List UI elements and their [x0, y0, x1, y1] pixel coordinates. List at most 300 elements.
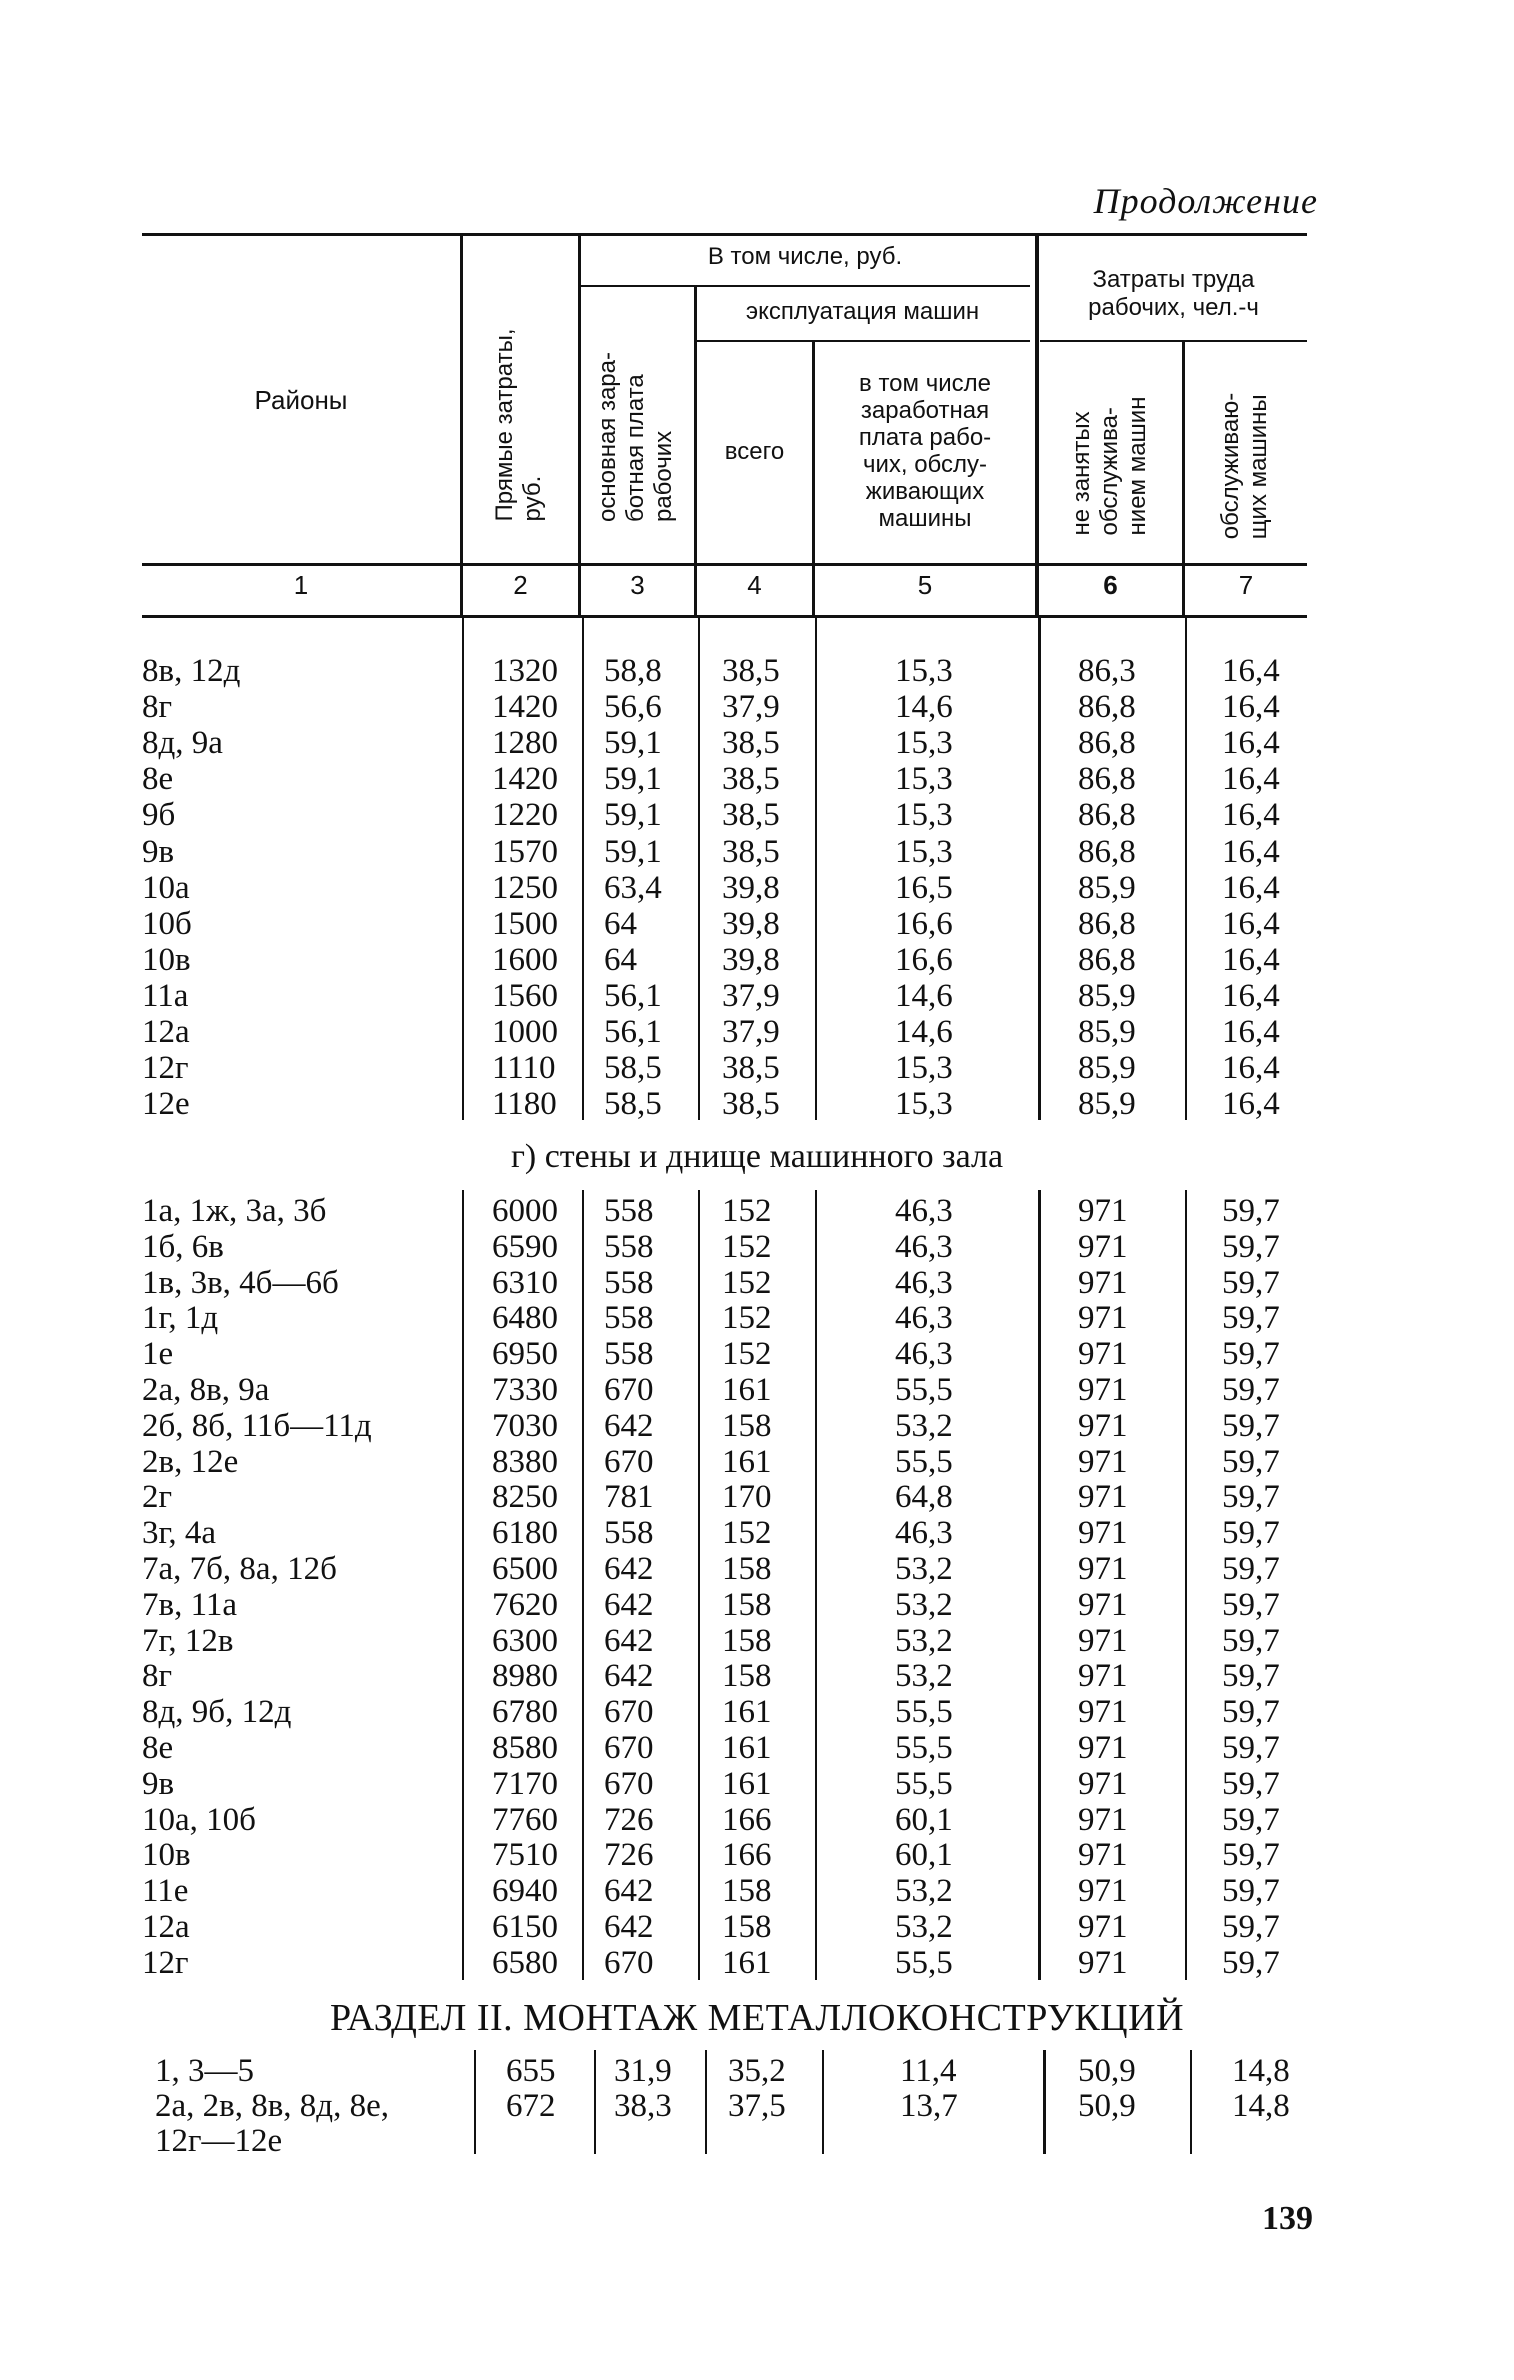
table-row: [0, 1372, 1514, 1408]
cell-district: 1е: [142, 1336, 174, 1373]
colnum-7: 7: [1238, 570, 1254, 600]
cell-machine-total: 161: [722, 1730, 772, 1766]
cell-direct-costs: 8980: [492, 1658, 558, 1695]
cell-direct-costs: 1500: [492, 905, 558, 942]
cell-labor-not-serving: 971: [1078, 1658, 1128, 1695]
cell-labor-serving: 59,7: [1222, 1264, 1280, 1301]
cell-labor-not-serving: 971: [1078, 1909, 1128, 1945]
cell-machine-total: 38,5: [722, 725, 780, 762]
cell-labor-serving: 59,7: [1222, 1228, 1280, 1265]
cell-labor-not-serving: 86,8: [1078, 797, 1136, 834]
table-row: [0, 1730, 1514, 1766]
cell-district: 11а: [142, 977, 189, 1014]
cell-labor-not-serving: 85,9: [1078, 869, 1136, 906]
cell-direct-costs: 7030: [492, 1407, 558, 1444]
table-row: [0, 1408, 1514, 1444]
cell-base-wages: 726: [604, 1837, 654, 1874]
cell-machine-total: 39,8: [722, 905, 780, 942]
cell-labor-serving: 59,7: [1222, 1944, 1280, 1981]
cell-direct-costs: 8250: [492, 1479, 558, 1516]
cell-machine-wages: 15,3: [895, 653, 953, 689]
cell-labor-serving: 16,4: [1222, 689, 1280, 726]
cell-labor-not-serving: 971: [1078, 1765, 1128, 1802]
table-row: [0, 1300, 1514, 1336]
cell-base-wages: 58,5: [604, 1050, 662, 1087]
cell-base-wages: 670: [604, 1730, 654, 1766]
cell-labor-serving: 59,7: [1222, 1407, 1280, 1444]
cell-base-wages: 59,1: [604, 797, 662, 834]
table-row: [0, 942, 1514, 978]
cell-labor-not-serving: 86,3: [1078, 653, 1136, 689]
cell-machine-wages: 15,3: [895, 797, 953, 834]
cell-labor-serving: 59,7: [1222, 1443, 1280, 1480]
cell-direct-costs: 1250: [492, 869, 558, 906]
cell-base-wages: 59,1: [604, 833, 662, 870]
cell-district: 2а, 8в, 9а: [142, 1372, 270, 1408]
header-direct-costs: Прямые затраты, руб.: [491, 328, 546, 522]
cell-direct-costs: 6150: [492, 1909, 558, 1945]
cell-labor-serving: 16,4: [1222, 869, 1280, 906]
cell-labor-not-serving: 971: [1078, 1586, 1128, 1623]
cell-district: 1б, 6в: [142, 1228, 224, 1265]
cell-base-wages: 642: [604, 1658, 654, 1695]
table-row: [0, 1479, 1514, 1515]
header-machine-operation: эксплуатация машин: [745, 298, 980, 325]
cell-machine-wages: 53,2: [895, 1586, 953, 1623]
cell-district: 1г, 1д: [142, 1300, 219, 1337]
cell-direct-costs: 7510: [492, 1837, 558, 1874]
cell-machine-total: 37,9: [722, 1014, 780, 1050]
cell-district: 10в: [142, 1837, 191, 1874]
cell-machine-wages: 15,3: [895, 725, 953, 762]
cell-direct-costs: 1420: [492, 689, 558, 726]
cell-direct-costs: 7170: [492, 1765, 558, 1802]
cell-machine-wages: 15,3: [895, 1086, 953, 1123]
cell-direct-costs: 7330: [492, 1372, 558, 1408]
cell-machine-total: 158: [722, 1551, 772, 1587]
section-2-title: РАЗДЕЛ II. МОНТАЖ МЕТАЛЛОКОНСТРУКЦИЙ: [329, 1997, 1185, 2039]
cell-direct-costs: 1180: [492, 1086, 557, 1123]
table-row: [0, 689, 1514, 725]
header-incl-wages: в том числе заработная плата рабо- чих, обслу- живающих машины: [858, 370, 992, 532]
cell-labor-serving: 59,7: [1222, 1801, 1280, 1838]
cell-base-wages: 670: [604, 1372, 654, 1408]
table-row: [0, 1945, 1514, 1981]
cell-district: 12г: [142, 1944, 189, 1981]
cell-district: 12а: [142, 1014, 190, 1050]
cell-direct-costs: 1600: [492, 941, 558, 978]
table-row: [0, 1802, 1514, 1838]
cell-labor-not-serving: 86,8: [1078, 761, 1136, 798]
cell-district: 8е: [142, 1730, 174, 1766]
header-districts: Районы: [254, 385, 348, 415]
cell-labor-not-serving: 971: [1078, 1372, 1128, 1408]
cell-machine-wages: 53,2: [895, 1551, 953, 1587]
table-row: [0, 1694, 1514, 1730]
cell-district: 10а, 10б: [142, 1801, 256, 1838]
cell-base-wages: 781: [604, 1479, 654, 1516]
header-serving: обслуживаю- щих машины: [1217, 392, 1272, 540]
cell-base-wages: 56,1: [604, 1014, 662, 1050]
cell-machine-wages: 53,2: [895, 1658, 953, 1695]
cell-labor-not-serving: 971: [1078, 1873, 1128, 1910]
cell-direct-costs: 1280: [492, 725, 558, 762]
cell-labor-serving: 59,7: [1222, 1909, 1280, 1945]
cell-machine-total: 152: [722, 1228, 772, 1265]
cell-district: 9в: [142, 1765, 175, 1802]
cell-district: 8е: [142, 761, 174, 798]
cell-labor-not-serving: 971: [1078, 1407, 1128, 1444]
table-row: [0, 1265, 1514, 1301]
cell-labor-serving: 59,7: [1222, 1622, 1280, 1659]
cell-labor-not-serving: 971: [1078, 1837, 1128, 1874]
cell-labor-serving: 16,4: [1222, 905, 1280, 942]
cell-district: 8г: [142, 1658, 173, 1695]
cell-district: 1, 3—5: [155, 2053, 254, 2089]
cell-machine-wages: 53,2: [895, 1622, 953, 1659]
colnum-2: 2: [513, 570, 528, 600]
cell-machine-total: 39,8: [722, 941, 780, 978]
table-row: [0, 1014, 1514, 1050]
cell-labor-not-serving: 971: [1078, 1694, 1128, 1731]
cell-labor-serving: 16,4: [1222, 653, 1280, 689]
cell-machine-total: 37,9: [722, 689, 780, 726]
cell-base-wages: 58,5: [604, 1086, 662, 1123]
cell-base-wages: 558: [604, 1228, 654, 1265]
cell-district: 8в, 12д: [142, 653, 241, 689]
header-total: всего: [724, 438, 785, 465]
cell-labor-serving: 16,4: [1222, 1086, 1280, 1123]
cell-machine-wages: 60,1: [895, 1837, 953, 1874]
cell-direct-costs: 8580: [492, 1730, 558, 1766]
cell-base-wages: 642: [604, 1873, 654, 1910]
cell-machine-total: 38,5: [722, 833, 780, 870]
cell-labor-not-serving: 86,8: [1078, 725, 1136, 762]
cell-labor-serving: 16,4: [1222, 1014, 1280, 1050]
cell-labor-serving: 59,7: [1222, 1479, 1280, 1516]
cell-district: 2г: [142, 1479, 173, 1516]
cell-machine-total: 158: [722, 1909, 772, 1945]
cell-district: 1в, 3в, 4б—6б: [142, 1264, 339, 1301]
cell-machine-wages: 53,2: [895, 1407, 953, 1444]
colnum-1: 1: [293, 570, 309, 600]
cell-labor-not-serving: 971: [1078, 1515, 1128, 1552]
cell-direct-costs: 6500: [492, 1551, 558, 1587]
cell-machine-total: 152: [722, 1515, 772, 1552]
table-row: [0, 906, 1514, 942]
cell-machine-wages: 55,5: [895, 1372, 953, 1408]
cell-machine-total: 166: [722, 1837, 772, 1874]
cell-machine-wages: 55,5: [895, 1730, 953, 1766]
cell-base-wages: 558: [604, 1193, 654, 1229]
cell-machine-wages: 53,2: [895, 1873, 953, 1910]
cell-direct-costs: 6480: [492, 1300, 558, 1337]
cell-base-wages: 63,4: [604, 869, 662, 906]
cell-district: 9в: [142, 833, 175, 870]
cell-labor-serving: 59,7: [1222, 1658, 1280, 1695]
cell-direct-costs: 6780: [492, 1694, 558, 1731]
cell-labor-serving: 16,4: [1222, 941, 1280, 978]
cell-machine-total: 38,5: [722, 1050, 780, 1087]
cell-machine-wages: 46,3: [895, 1515, 953, 1552]
cell-machine-wages: 14,6: [895, 1014, 953, 1050]
cell-district: 8д, 9а: [142, 725, 223, 762]
cell-machine-wages: 53,2: [895, 1909, 953, 1945]
cell-district: 2в, 12е: [142, 1443, 239, 1480]
cell-machine-wages: 16,5: [895, 869, 953, 906]
table-row: [0, 797, 1514, 833]
table-row: [0, 1086, 1514, 1122]
cell-labor-serving: 59,7: [1222, 1193, 1280, 1229]
cell-direct-costs: 6300: [492, 1622, 558, 1659]
table-row: [0, 2088, 1514, 2124]
header-base-wages: основная зара- ботная плата рабочих: [594, 351, 677, 523]
cell-district: 12е: [142, 1086, 190, 1123]
cell-labor-serving: 59,7: [1222, 1515, 1280, 1552]
hdr-vline-5: [1035, 236, 1039, 616]
cell-district: 3г, 4а: [142, 1515, 216, 1552]
cell-base-wages: 31,9: [614, 2053, 672, 2089]
cell-district: 12г: [142, 1050, 189, 1087]
cell-base-wages: 670: [604, 1694, 654, 1731]
cell-labor-serving: 59,7: [1222, 1336, 1280, 1373]
cell-machine-total: 35,2: [728, 2053, 786, 2089]
cell-district: 10б: [142, 905, 192, 942]
cell-base-wages: 558: [604, 1264, 654, 1301]
table-row: [0, 1837, 1514, 1873]
colnum-6: 6: [1103, 570, 1118, 600]
cell-labor-serving: 16,4: [1222, 761, 1280, 798]
cell-machine-total: 161: [722, 1443, 772, 1480]
colnum-5: 5: [917, 570, 933, 600]
cell-base-wages: 558: [604, 1515, 654, 1552]
cell-labor-serving: 59,7: [1222, 1765, 1280, 1802]
cell-machine-total: 158: [722, 1658, 772, 1695]
cell-base-wages: 64: [604, 905, 637, 942]
cell-direct-costs: 7620: [492, 1586, 558, 1623]
cell-machine-wages: 15,3: [895, 833, 953, 870]
header-rule-labor: [1040, 340, 1307, 342]
cell-base-wages: 642: [604, 1586, 654, 1623]
page-number: 139: [1262, 2200, 1313, 2237]
cell-direct-costs: 6580: [492, 1944, 558, 1981]
cell-labor-not-serving: 86,8: [1078, 941, 1136, 978]
cell-machine-wages: 13,7: [900, 2088, 958, 2124]
cell-base-wages: 56,1: [604, 977, 662, 1014]
cell-district: 10а: [142, 869, 190, 906]
cell-labor-serving: 59,7: [1222, 1873, 1280, 1910]
cell-machine-wages: 46,3: [895, 1264, 953, 1301]
table-row: [0, 653, 1514, 689]
cell-district: 9б: [142, 797, 176, 834]
table-row: [0, 1909, 1514, 1945]
cell-direct-costs: 1570: [492, 833, 558, 870]
cell-machine-total: 38,5: [722, 1086, 780, 1123]
cell-machine-wages: 55,5: [895, 1694, 953, 1731]
cell-labor-serving: 16,4: [1222, 1050, 1280, 1087]
cell-machine-wages: 14,6: [895, 689, 953, 726]
cell-labor-not-serving: 85,9: [1078, 977, 1136, 1014]
cell-labor-not-serving: 85,9: [1078, 1086, 1136, 1123]
cell-base-wages: 642: [604, 1407, 654, 1444]
cell-direct-costs: 6950: [492, 1336, 558, 1373]
cell-labor-not-serving: 86,8: [1078, 689, 1136, 726]
cell-labor-serving: 14,8: [1232, 2053, 1290, 2089]
table-row: [0, 1873, 1514, 1909]
table-row: [0, 870, 1514, 906]
cell-machine-total: 158: [722, 1407, 772, 1444]
cell-direct-costs: 655: [506, 2053, 556, 2089]
section-g-title: г) стены и днище машинного зала: [510, 1138, 1004, 1175]
hdr-vline-2: [578, 236, 581, 616]
cell-labor-not-serving: 50,9: [1078, 2053, 1136, 2089]
colnum-4: 4: [747, 570, 762, 600]
header-rule-machines: [695, 340, 1030, 342]
colnum-bottom-rule: [142, 615, 1307, 618]
cell-direct-costs: 6180: [492, 1515, 558, 1552]
cell-machine-total: 152: [722, 1300, 772, 1337]
cell-district: 10в: [142, 941, 191, 978]
cell-direct-costs: 6000: [492, 1193, 558, 1229]
cell-machine-total: 38,5: [722, 653, 780, 689]
cell-base-wages: 59,1: [604, 761, 662, 798]
cell-district: 12а: [142, 1909, 190, 1945]
cell-labor-not-serving: 971: [1078, 1801, 1128, 1838]
cell-machine-wages: 16,6: [895, 905, 953, 942]
cell-labor-not-serving: 971: [1078, 1300, 1128, 1337]
cell-district: 2б, 8б, 11б—11д: [142, 1407, 372, 1444]
cell-machine-total: 161: [722, 1765, 772, 1802]
cell-machine-total: 37,5: [728, 2088, 786, 2124]
table-row: [0, 2053, 1514, 2089]
cell-direct-costs: 1220: [492, 797, 558, 834]
header-labor-costs: Затраты труда рабочих, чел.-ч: [1088, 266, 1259, 321]
cell-labor-not-serving: 971: [1078, 1730, 1128, 1766]
cell-machine-wages: 64,8: [895, 1479, 953, 1516]
cell-labor-not-serving: 971: [1078, 1336, 1128, 1373]
cell-direct-costs: 672: [506, 2088, 556, 2124]
cell-machine-total: 37,9: [722, 977, 780, 1014]
cell-district: 7г, 12в: [142, 1622, 234, 1659]
cell-labor-not-serving: 971: [1078, 1264, 1128, 1301]
table-row: [0, 1623, 1514, 1659]
cell-direct-costs: 6310: [492, 1264, 558, 1301]
cell-direct-costs: 1110: [492, 1050, 556, 1087]
cell-base-wages: 670: [604, 1765, 654, 1802]
table-row: [0, 1551, 1514, 1587]
header-rule-including: [580, 285, 1030, 287]
cell-machine-total: 152: [722, 1193, 772, 1229]
cell-base-wages: 64: [604, 941, 637, 978]
cell-labor-not-serving: 971: [1078, 1443, 1128, 1480]
table-row: [0, 834, 1514, 870]
cell-machine-wages: 46,3: [895, 1193, 953, 1229]
cell-machine-total: 152: [722, 1336, 772, 1373]
cell-base-wages: 59,1: [604, 725, 662, 762]
cell-direct-costs: 7760: [492, 1801, 558, 1838]
cell-district: 1а, 1ж, 3а, 3б: [142, 1193, 327, 1229]
cell-district: 2а, 2в, 8в, 8д, 8е,: [155, 2088, 389, 2124]
table-row: [0, 1766, 1514, 1802]
cell-district: 8д, 9б, 12д: [142, 1694, 292, 1731]
cell-machine-total: 158: [722, 1622, 772, 1659]
table-row: [0, 1444, 1514, 1480]
cell-direct-costs: 1420: [492, 761, 558, 798]
cell-machine-total: 170: [722, 1479, 772, 1516]
continuation-title: Продолжение: [1093, 181, 1318, 221]
cell-machine-wages: 55,5: [895, 1765, 953, 1802]
header-not-serving: не занятых обслужива- нием машин: [1068, 396, 1151, 536]
cell-base-wages: 58,8: [604, 653, 662, 689]
cell-machine-total: 166: [722, 1801, 772, 1838]
cell-direct-costs: 6940: [492, 1873, 558, 1910]
cell-direct-costs: 1000: [492, 1014, 558, 1050]
cell-labor-serving: 16,4: [1222, 797, 1280, 834]
table-row: [0, 1229, 1514, 1265]
cell-machine-wages: 15,3: [895, 761, 953, 798]
cell-labor-serving: 59,7: [1222, 1372, 1280, 1408]
cell-base-wages: 670: [604, 1443, 654, 1480]
table-row: [0, 1050, 1514, 1086]
cell-machine-total: 38,5: [722, 761, 780, 798]
cell-machine-wages: 15,3: [895, 1050, 953, 1087]
cell-labor-not-serving: 971: [1078, 1228, 1128, 1265]
cell-base-wages: 38,3: [614, 2088, 672, 2124]
cell-district: 7а, 7б, 8а, 12б: [142, 1551, 337, 1587]
cell-labor-serving: 59,7: [1222, 1551, 1280, 1587]
cell-machine-wages: 55,5: [895, 1944, 953, 1981]
cell-labor-serving: 59,7: [1222, 1694, 1280, 1731]
cell-labor-not-serving: 971: [1078, 1622, 1128, 1659]
cell-base-wages: 558: [604, 1300, 654, 1337]
table-row: [0, 1587, 1514, 1623]
cell-machine-wages: 11,4: [900, 2053, 957, 2089]
cell-labor-serving: 59,7: [1222, 1730, 1280, 1766]
cell-district: 7в, 11а: [142, 1586, 238, 1623]
cell-machine-wages: 14,6: [895, 977, 953, 1014]
cell-machine-total: 39,8: [722, 869, 780, 906]
cell-labor-serving: 59,7: [1222, 1837, 1280, 1874]
table-row: [0, 1658, 1514, 1694]
table-row: [0, 978, 1514, 1014]
table-row: [0, 1336, 1514, 1372]
table-row: [0, 761, 1514, 797]
cell-district: 11е: [142, 1873, 189, 1910]
cell-direct-costs: 1320: [492, 653, 558, 689]
cell-base-wages: 642: [604, 1909, 654, 1945]
cell-labor-not-serving: 971: [1078, 1551, 1128, 1587]
cell-labor-not-serving: 85,9: [1078, 1014, 1136, 1050]
cell-labor-not-serving: 971: [1078, 1479, 1128, 1516]
cell-machine-wages: 60,1: [895, 1801, 953, 1838]
cell-machine-wages: 46,3: [895, 1228, 953, 1265]
cell-labor-serving: 59,7: [1222, 1300, 1280, 1337]
cell-machine-total: 158: [722, 1586, 772, 1623]
table-row: [0, 725, 1514, 761]
cell-machine-wages: 46,3: [895, 1300, 953, 1337]
cell-direct-costs: 8380: [492, 1443, 558, 1480]
cell-district: 12г—12е: [155, 2123, 283, 2159]
cell-machine-total: 158: [722, 1873, 772, 1910]
cell-labor-serving: 59,7: [1222, 1586, 1280, 1623]
cell-labor-serving: 16,4: [1222, 833, 1280, 870]
colnum-3: 3: [630, 570, 645, 600]
cell-labor-not-serving: 971: [1078, 1193, 1128, 1229]
cell-base-wages: 642: [604, 1622, 654, 1659]
cell-labor-not-serving: 971: [1078, 1944, 1128, 1981]
cell-direct-costs: 1560: [492, 977, 558, 1014]
cell-machine-total: 38,5: [722, 797, 780, 834]
